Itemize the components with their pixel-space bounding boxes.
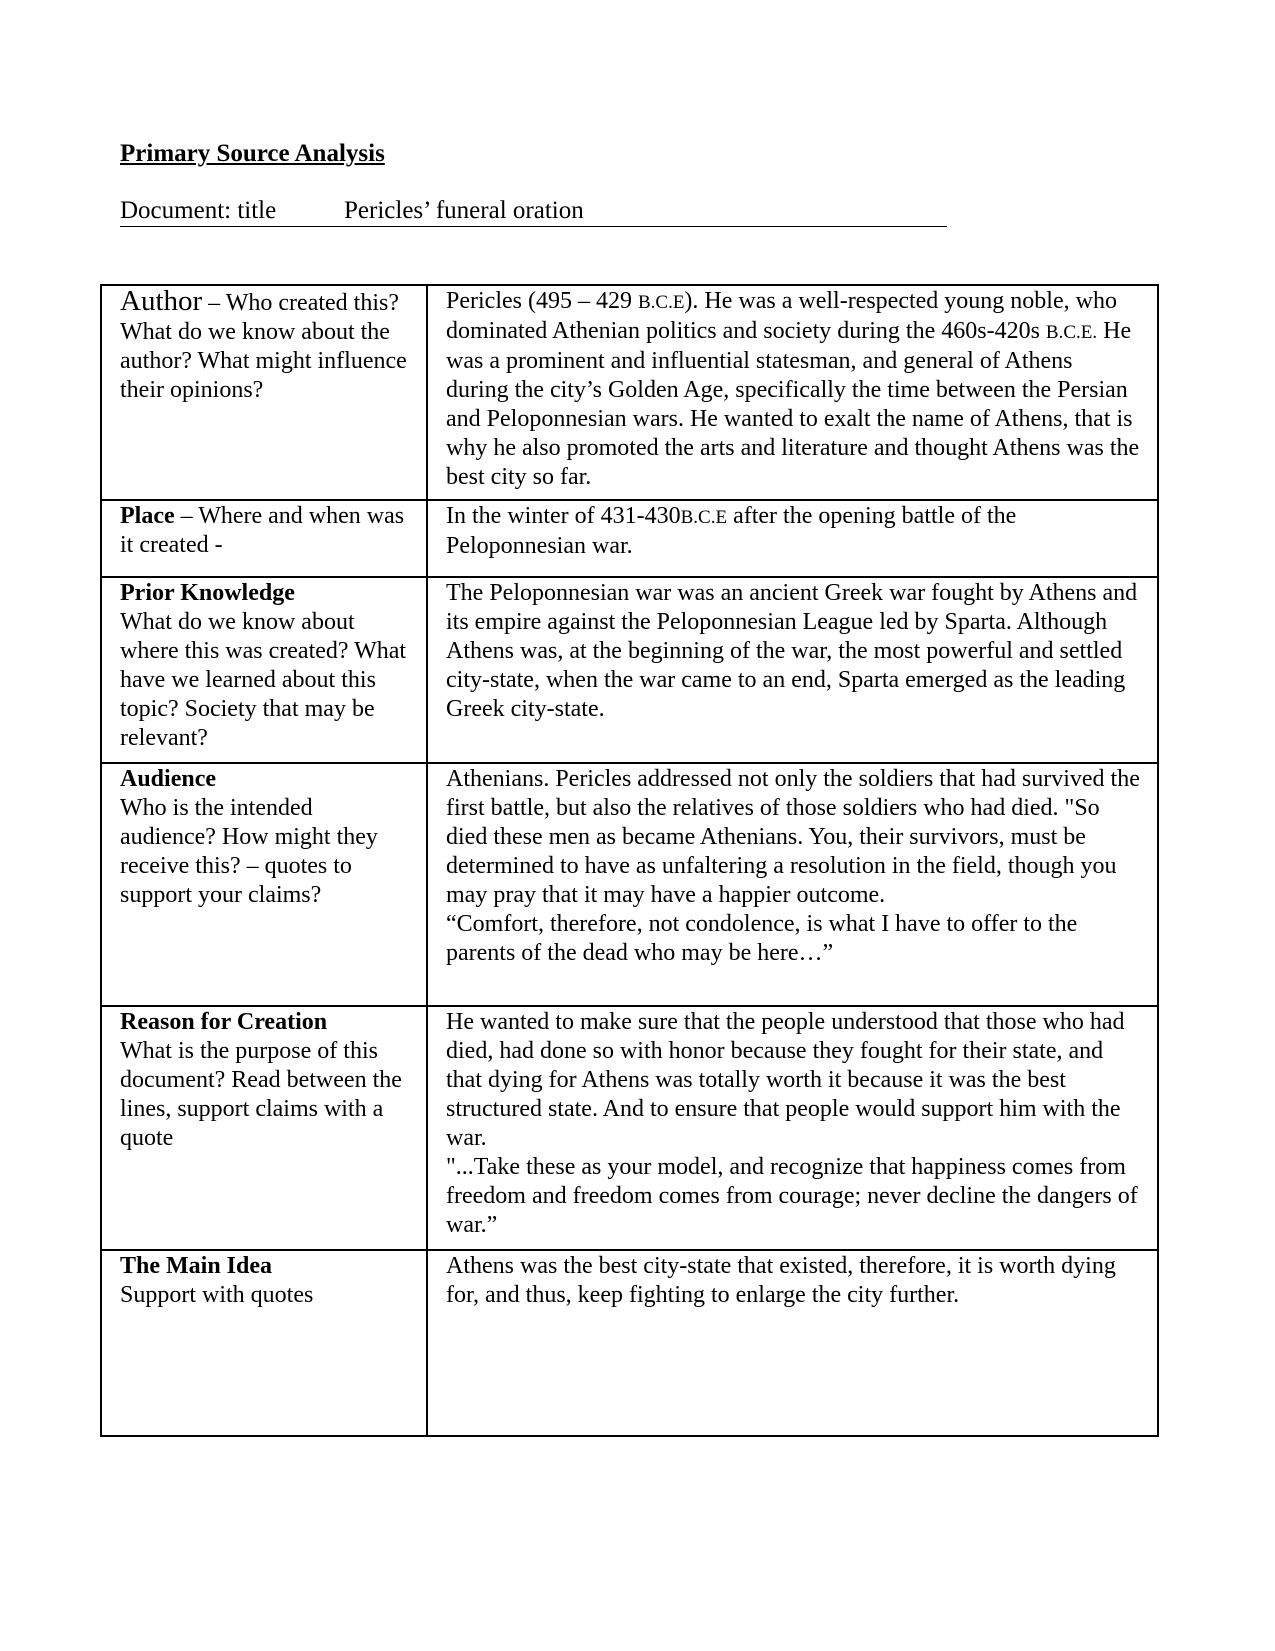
reason-prompt: What is the purpose of this document? Read between the lines, support claims with a quote <box>120 1038 402 1151</box>
table-row-place <box>101 500 1158 577</box>
main-idea-label: The Main Idea <box>120 1253 273 1279</box>
document-value: Pericles’ funeral oration <box>344 197 584 224</box>
author-answer-era: B.C.E. <box>1045 322 1098 343</box>
place-label: Place <box>120 503 175 529</box>
reason-answer-quote: "...Take these as your model, and recognize that happiness comes from freedom and freedom comes from courage; never decline the dangers of war.” <box>446 1154 1138 1238</box>
place-answer-part: after the opening battle of the Peloponnesian war. <box>446 503 1017 559</box>
analysis-table <box>100 284 1159 1437</box>
audience-question-cell <box>101 763 427 1006</box>
author-answer-era: B.C.E <box>637 292 685 313</box>
prior-knowledge-answer: The Peloponnesian war was an ancient Greek war fought by Athens and its empire against the Peloponnesian League led by Sparta. Although Athens was, at the beginning of the war, the most powerful and settled city-state, when the war came to an end, Sparta emerged as the leading Greek city-state. <box>446 580 1138 722</box>
author-answer-part: Pericles (495 – 429 <box>446 288 638 314</box>
author-prompt: – Who created this? What do we know about the author? What might influence their opinions? <box>120 290 407 403</box>
author-answer-cell <box>427 285 1158 500</box>
prior-knowledge-label: Prior Knowledge <box>120 580 295 606</box>
prior-knowledge-answer-cell <box>427 577 1158 763</box>
table-row-author <box>101 285 1158 500</box>
prior-knowledge-prompt: What do we know about where this was created? What have we learned about this topic? Society that may be relevant? <box>120 609 407 751</box>
main-idea-answer: Athens was the best city-state that existed, therefore, it is worth dying for, and thus, keep fighting to enlarge the city further. <box>446 1253 1116 1308</box>
table-row-audience <box>101 763 1158 1006</box>
table-row-main-idea <box>101 1250 1158 1436</box>
place-prompt: – Where and when was it created - <box>120 503 405 558</box>
place-answer-era: B.C.E <box>680 507 728 528</box>
reason-answer-paragraph: He wanted to make sure that the people understood that those who had died, had done so with honor because they fought for their state, and that dying for Athens was totally worth it because it was the best structured state. And to ensure that people would support him with the war. <box>446 1009 1125 1151</box>
table-row-prior-knowledge <box>101 577 1158 763</box>
reason-question-cell <box>101 1006 427 1250</box>
audience-label: Audience <box>120 766 216 792</box>
prior-knowledge-question-cell <box>101 577 427 763</box>
page-title: Primary Source Analysis <box>120 140 385 167</box>
main-idea-prompt: Support with quotes <box>120 1282 314 1308</box>
place-answer-part: In the winter of 431-430 <box>446 503 681 529</box>
author-label: Author <box>120 285 203 317</box>
reason-answer-cell <box>427 1006 1158 1250</box>
place-answer-cell <box>427 500 1158 577</box>
place-question-cell <box>101 500 427 577</box>
main-idea-answer-cell <box>427 1250 1158 1436</box>
audience-answer-cell <box>427 763 1158 1006</box>
table-row-reason-for-creation <box>101 1006 1158 1250</box>
audience-prompt: Who is the intended audience? How might they receive this? – quotes to support your claims? <box>120 795 378 908</box>
main-idea-question-cell <box>101 1250 427 1436</box>
audience-answer-paragraph: Athenians. Pericles addressed not only the soldiers that had survived the first battle, but also the relatives of those soldiers who had died. "So died these men as became Athenians. You, their survivors, must be determined to have as unfaltering a resolution in the field, though you may pray that it may have a happier outcome. <box>446 766 1140 908</box>
audience-answer-quote: “Comfort, therefore, not condolence, is what I have to offer to the parents of the dead who may be here…” <box>446 911 1078 966</box>
author-answer-part: ). He was a well-respected young noble, who dominated Athenian politics and society during the 460s-420s <box>446 288 1117 344</box>
author-answer-part: He was a prominent and influential statesman, and general of Athens during the city’s Golden Age, specifically the time between the Persian and Peloponnesian wars. He wanted to exalt the name of Athens, that is why he also promoted the arts and literature and thought Athens was the best city so far. <box>446 318 1140 490</box>
author-question-cell <box>101 285 427 500</box>
document-label: Document: title <box>120 197 277 224</box>
document-title-line <box>120 197 947 227</box>
reason-label: Reason for Creation <box>120 1009 328 1035</box>
